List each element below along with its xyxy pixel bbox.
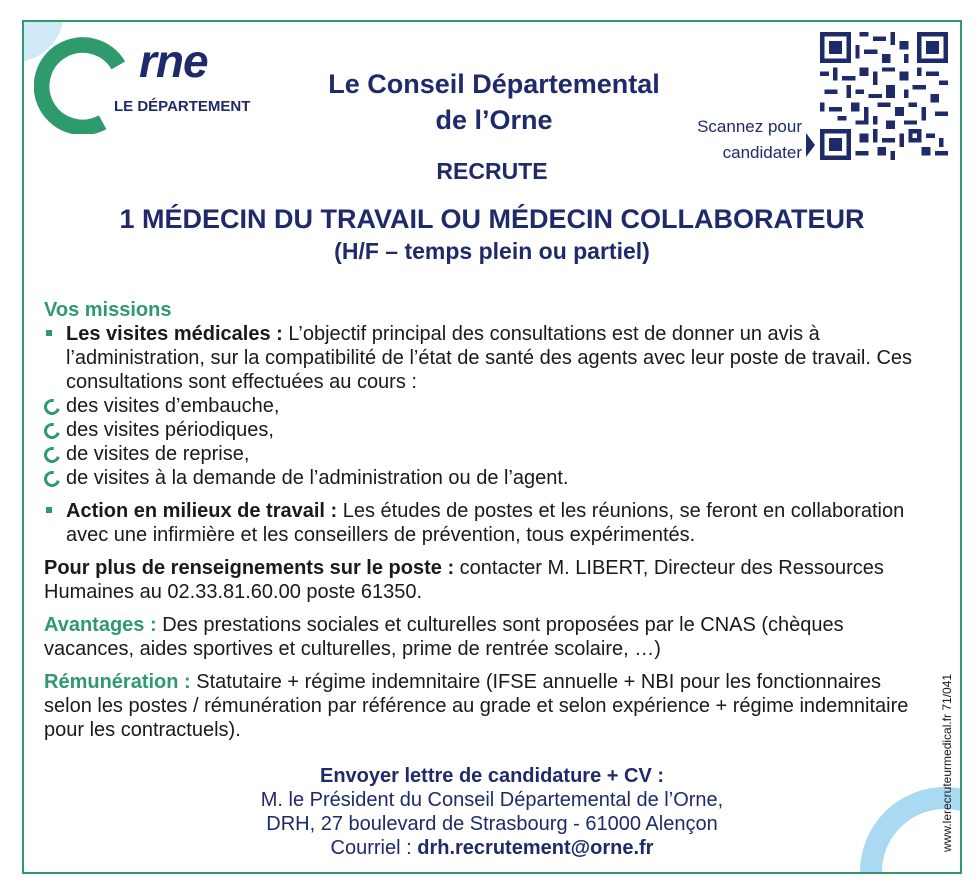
email-link[interactable]: drh.recrutement@orne.fr (417, 837, 654, 859)
mission-item-label: Les visites médicales : (66, 323, 283, 345)
missions-heading: Vos missions (44, 299, 172, 321)
contact-info-text: contacter M. LIBERT, Directeur des Ressources Humaines au 02.33.81.60.00 poste 61350. (44, 557, 884, 603)
job-description (44, 298, 924, 742)
visit-item-text: de visites à la demande de l’administration ou de l’agent. (66, 467, 569, 489)
visit-item (44, 418, 924, 442)
ring-bullet-icon (41, 396, 63, 418)
application-address-line-1: M. le Président du Conseil Départemental de l’Orne, (260, 789, 724, 811)
mission-item-workplace-action (44, 499, 924, 547)
job-subtitle: (H/F – temps plein ou partiel) (334, 238, 650, 264)
benefits-text: Des prestations sociales et culturelles sont proposées par le CNAS (chèques vacances, aides sportives et culturelles, prime de rentrée scolaire, …) (44, 614, 844, 660)
ad-frame (22, 20, 962, 874)
ring-bullet-icon (41, 420, 63, 442)
qr-code-icon[interactable] (820, 32, 948, 160)
logo-subtitle: LE DÉPARTEMENT (114, 98, 251, 115)
visit-item-text: de visites de reprise, (66, 443, 250, 465)
visit-item (44, 466, 924, 490)
side-reference-text: www.lerecruteurmedical.fr 71/041 (940, 673, 954, 852)
job-title: 1 MÉDECIN DU TRAVAIL OU MÉDECIN COLLABORATEUR (119, 204, 865, 234)
salary-text: Statutaire + régime indemnitaire (IFSE annuelle + NBI pour les fonctionnaires selon les postes / rémunération par référence au grade et selon expérience + régime indemnitaire pour les contractuels). (44, 671, 909, 741)
mission-item-label: Action en milieux de travail : (66, 500, 338, 522)
email-label: Courriel : (330, 837, 418, 859)
contact-info (44, 556, 924, 604)
organization-name (284, 66, 704, 138)
recruits-heading: RECRUTE (436, 158, 548, 184)
logo-wordmark: rne (139, 35, 208, 87)
benefits (44, 613, 924, 661)
orne-logo-ring-icon (34, 36, 132, 134)
arrow-right-icon (806, 133, 815, 157)
scan-caption-line-1: Scannez pour (697, 117, 802, 136)
mission-item-text: Les études de postes et les réunions, se feront en collaboration avec une infirmière et les conseillers de prévention, tous expérimentés. (66, 500, 905, 546)
salary-label: Rémunération : (44, 671, 191, 693)
visit-item-text: des visites d’embauche, (66, 395, 280, 417)
application-address-line-2: DRH, 27 boulevard de Strasbourg - 61000 Alençon (266, 813, 718, 835)
org-line-1: Le Conseil Départemental (328, 69, 660, 99)
salary (44, 670, 924, 742)
mission-item-medical-visits (44, 322, 924, 394)
ring-bullet-icon (41, 444, 63, 466)
visit-item-text: des visites périodiques, (66, 419, 274, 441)
application-info (24, 764, 960, 860)
contact-info-label: Pour plus de renseignements sur le poste : (44, 557, 455, 579)
application-email-line (24, 836, 960, 860)
visit-item (44, 442, 924, 466)
scan-caption-line-2: candidater (722, 143, 802, 162)
mission-item-text: L’objectif principal des consultations est de donner un avis à l’administration, sur la compatibilité de l’état de santé des agents avec leur poste de travail. Ces consultations sont effectuées au cours : (66, 323, 913, 393)
benefits-label: Avantages : (44, 614, 157, 636)
application-heading: Envoyer lettre de candidature + CV : (320, 765, 664, 787)
org-line-2: de l’Orne (435, 105, 553, 135)
visit-item (44, 394, 924, 418)
ring-bullet-icon (41, 468, 63, 490)
